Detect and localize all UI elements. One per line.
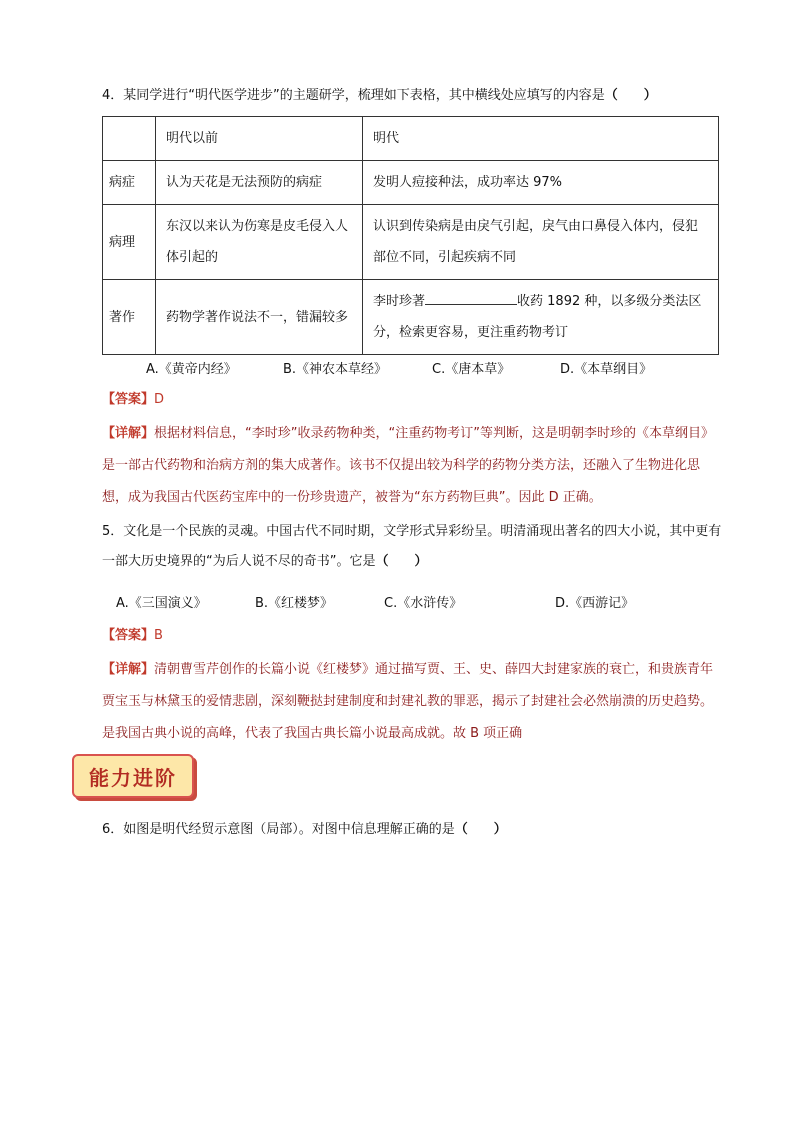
question-5-bracket: （ ） bbox=[375, 554, 428, 569]
table-cell: 药物学著作说法不一，错漏较多 bbox=[156, 280, 363, 355]
table-row-label: 著作 bbox=[103, 280, 156, 355]
table-row-label: 病症 bbox=[103, 161, 156, 205]
table-cell: 东汉以来认为伤寒是皮毛侵入人体引起的 bbox=[156, 205, 363, 280]
answer-value: B bbox=[154, 628, 163, 643]
detail-tag: 【详解】 bbox=[102, 662, 155, 677]
table-header-cell bbox=[103, 117, 156, 161]
question-4-explanation bbox=[102, 418, 722, 514]
option-b[interactable]: B.《神农本草经》 bbox=[283, 362, 388, 377]
fill-blank-line bbox=[425, 290, 517, 305]
question-6-bracket: （ ） bbox=[454, 822, 507, 837]
table-cell bbox=[363, 280, 719, 355]
question-5-explanation bbox=[102, 654, 722, 750]
section-badge bbox=[72, 754, 194, 798]
answer-tag: 【答案】 bbox=[102, 628, 155, 643]
question-4-stem bbox=[102, 85, 702, 107]
question-6-stem bbox=[102, 819, 722, 841]
medicine-comparison-table bbox=[102, 116, 719, 355]
table-row bbox=[103, 161, 719, 205]
option-c[interactable]: C.《水浒传》 bbox=[384, 596, 463, 611]
option-d[interactable]: D.《本草纲目》 bbox=[560, 362, 653, 377]
question-5-text: 5．文化是一个民族的灵魂。中国古代不同时期，文学形式异彩纷呈。明清涌现出著名的四大小说，其中更有一部大历史境界的“为后人说不尽的奇书”。它是 bbox=[102, 524, 722, 569]
option-d[interactable]: D.《西游记》 bbox=[555, 596, 635, 611]
option-b[interactable]: B.《红楼梦》 bbox=[255, 596, 334, 611]
detail-tag: 【详解】 bbox=[102, 426, 155, 441]
section-title: 能力进阶 bbox=[89, 765, 177, 790]
table-row bbox=[103, 280, 719, 355]
option-c[interactable]: C.《唐本草》 bbox=[432, 362, 511, 377]
table-row bbox=[103, 205, 719, 280]
question-6-text: 6．如图是明代经贸示意图（局部）。对图中信息理解正确的是 bbox=[102, 822, 455, 837]
table-cell: 发明人痘接种法，成功率达 97% bbox=[363, 161, 719, 205]
table-header-cell: 明代以前 bbox=[156, 117, 363, 161]
answer-tag: 【答案】 bbox=[102, 392, 155, 407]
table-cell-text: 李时珍著 bbox=[373, 294, 426, 309]
table-header-row bbox=[103, 117, 719, 161]
question-5-stem bbox=[102, 517, 722, 577]
table-row-label: 病理 bbox=[103, 205, 156, 280]
detail-text: 清朝曹雪芹创作的长篇小说《红楼梦》通过描写贾、王、史、薛四大封建家族的衰亡，和贵族青年贾宝玉与林黛玉的爱情悲剧，深刻鞭挞封建制度和封建礼教的罪恶，揭示了封建社会必然崩溃的历史趋势。是我国古典小说的高峰，代表了我国古典长篇小说最高成就。故 B 项正确 bbox=[102, 662, 714, 741]
answer-value: D bbox=[154, 392, 165, 407]
question-5-answer bbox=[102, 624, 163, 643]
detail-text: 根据材料信息，“李时珍”收录药物种类，“注重药物考订”等判断，这是明朝李时珍的《本草纲目》是一部古代药物和治病方剂的集大成著作。该书不仅提出较为科学的药物分类方法，还融入了生物进化思想，成为我国古代医药宝库中的一份珍贵遗产，被誉为“东方药物巨典”。因此 D 正确。 bbox=[102, 426, 714, 505]
table-cell: 认识到传染病是由戾气引起，戾气由口鼻侵入体内，侵犯部位不同，引起疾病不同 bbox=[363, 205, 719, 280]
option-a[interactable]: A.《三国演义》 bbox=[116, 596, 207, 611]
question-4-answer bbox=[102, 388, 164, 407]
question-4-bracket: （ ） bbox=[604, 88, 657, 103]
table-cell: 认为天花是无法预防的病症 bbox=[156, 161, 363, 205]
option-a[interactable]: A.《黄帝内经》 bbox=[146, 362, 237, 377]
table-cell-text: 收药 1892 种，以多级分类法区分，检索更容易，更注重药物考订 bbox=[373, 294, 702, 340]
question-4-text: 4．某同学进行“明代医学进步”的主题研学，梳理如下表格，其中横线处应填写的内容是 bbox=[102, 88, 605, 103]
table-header-cell: 明代 bbox=[363, 117, 719, 161]
